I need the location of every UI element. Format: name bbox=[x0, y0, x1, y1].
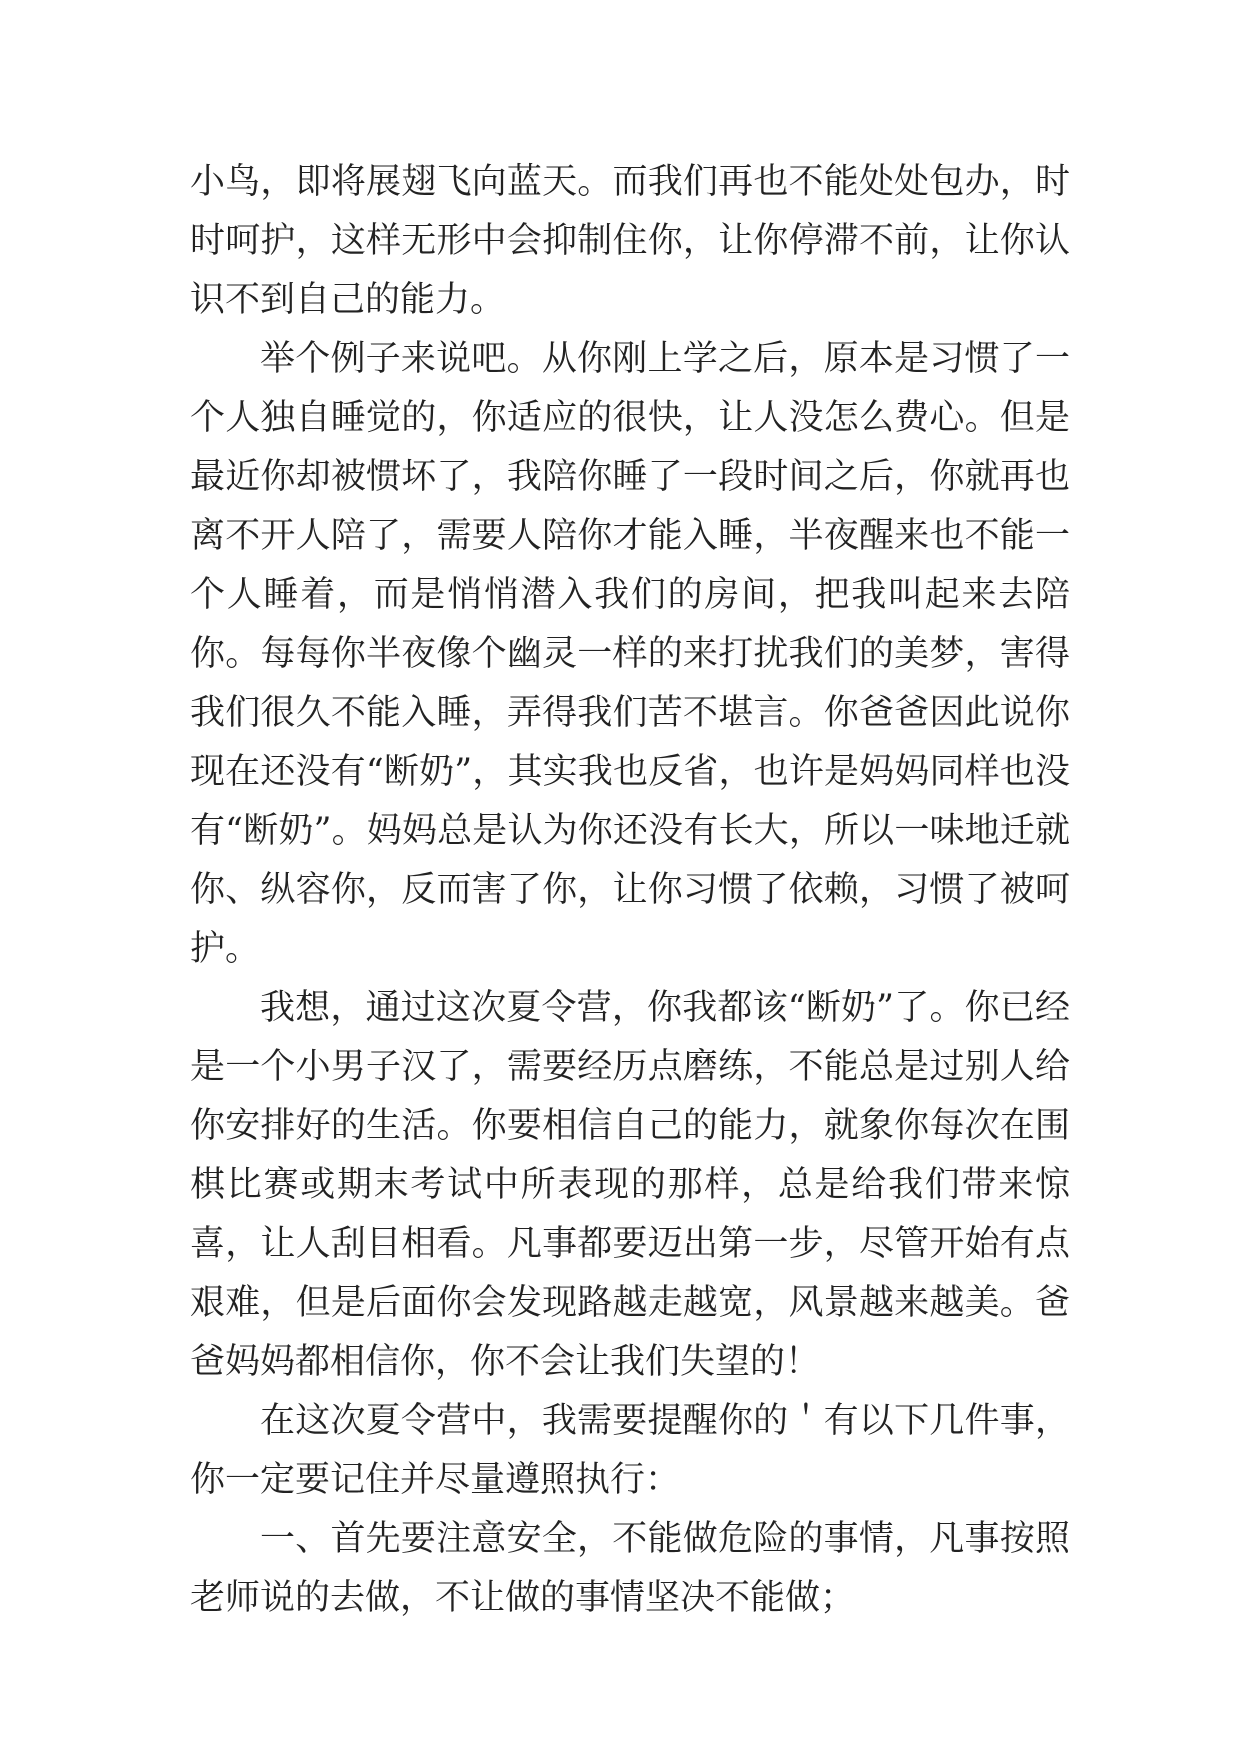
paragraph-2: 举个例子来说吧。从你刚上学之后，原本是习惯了一个人独自睡觉的，你适应的很快，让人没怎么费心。但是最近你却被惯坏了，我陪你睡了一段时间之后，你就再也离不开人陪了，需要人陪你才能入睡，半夜醒来也不能一个人睡着，而是悄悄潜入我们的房间，把我叫起来去陪你。每每你半夜像个幽灵一样的来打扰我们的美梦，害得我们很久不能入睡，弄得我们苦不堪言。你爸爸因此说你现在还没有“断奶”，其实我也反省，也许是妈妈同样也没有“断奶”。妈妈总是认为你还没有长大，所以一味地迁就你、纵容你，反而害了你，让你习惯了依赖，习惯了被呵护。 bbox=[190, 339, 1070, 969]
paragraph-3: 我想，通过这次夏令营，你我都该“断奶”了。你已经是一个小男子汉了，需要经历点磨练，不能总是过别人给你安排好的生活。你要相信自己的能力，就象你每次在围棋比赛或期末考试中所表现的那样，总是给我们带来惊喜，让人刮目相看。凡事都要迈出第一步，尽管开始有点艰难，但是后面你会发现路越走越宽，风景越来越美。爸爸妈妈都相信你，你不会让我们失望的！ bbox=[190, 988, 1070, 1382]
letter-body bbox=[190, 153, 1070, 1628]
paragraph-1: 小鸟，即将展翅飞向蓝天。而我们再也不能处处包办，时时呵护，这样无形中会抑制住你，让你停滞不前，让你认识不到自己的能力。 bbox=[190, 162, 1070, 320]
paragraph-4: 在这次夏令营中，我需要提醒你的＇有以下几件事，你一定要记住并尽量遵照执行： bbox=[190, 1401, 1070, 1500]
paragraph-5: 一、首先要注意安全，不能做危险的事情，凡事按照老师说的去做，不让做的事情坚决不能做； bbox=[190, 1519, 1070, 1618]
